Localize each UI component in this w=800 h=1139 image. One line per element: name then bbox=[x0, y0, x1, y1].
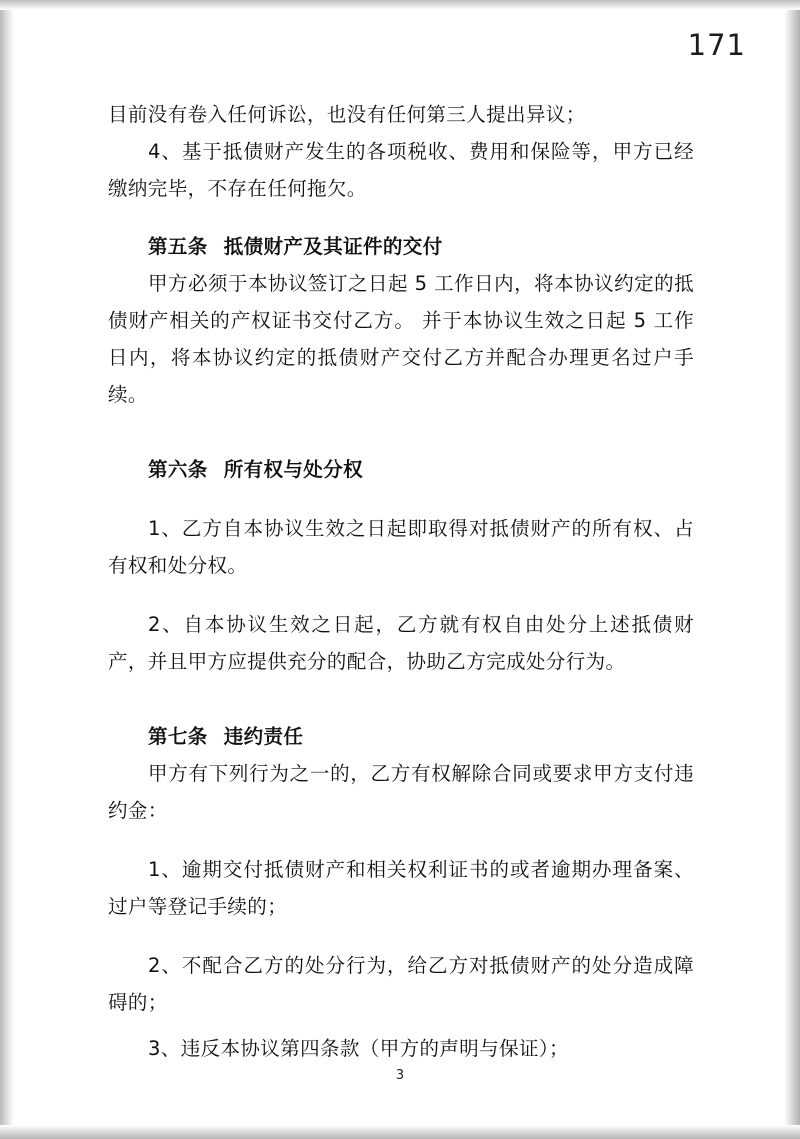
paragraph-ownership-clause-2: 2、自本协议生效之日起，乙方就有权自由处分上述抵债财产，并且甲方应提供充分的配合，协助乙方完成处分行为。 bbox=[108, 613, 694, 673]
heading-article-five-title: 抵债财产及其证件的交付 bbox=[223, 235, 443, 258]
page-number-header: 171 bbox=[687, 28, 746, 62]
document-body bbox=[108, 96, 694, 1067]
heading-article-five bbox=[108, 228, 694, 265]
spacer bbox=[108, 680, 694, 706]
spacer bbox=[108, 413, 694, 439]
spacer bbox=[108, 584, 694, 606]
paragraph-delivery-terms: 甲方必须于本协议签订之日起 5 工作日内，将本协议约定的抵债财产相关的产权证书交付乙方。 并于本协议生效之日起 5 工作日内，将本协议约定的抵债财产交付乙方并配合办理更名过户手续。 bbox=[108, 272, 694, 406]
heading-article-five-number: 第五条 bbox=[148, 235, 208, 258]
heading-article-seven-title: 违约责任 bbox=[223, 725, 304, 748]
spacer bbox=[108, 207, 694, 216]
heading-article-seven bbox=[108, 718, 694, 755]
spacer bbox=[108, 1021, 694, 1030]
paragraph-breach-item-2: 2、不配合乙方的处分行为，给乙方对抵债财产的处分造成障碍的； bbox=[108, 954, 694, 1014]
heading-article-six-title: 所有权与处分权 bbox=[223, 458, 364, 481]
spacer bbox=[108, 488, 694, 510]
spacer bbox=[108, 829, 694, 851]
paragraph-tax-clause: 4、基于抵债财产发生的各项税收、费用和保险等，甲方已经缴纳完毕，不存在任何拖欠。 bbox=[108, 140, 694, 200]
heading-article-six bbox=[108, 451, 694, 488]
spacer bbox=[108, 925, 694, 947]
heading-article-six-number: 第六条 bbox=[148, 458, 208, 481]
paragraph-breach-intro: 甲方有下列行为之一的，乙方有权解除合同或要求甲方支付违约金： bbox=[108, 762, 694, 822]
paragraph-litigation-statement: 目前没有卷入任何诉讼，也没有任何第三人提出异议； bbox=[108, 103, 586, 126]
heading-article-seven-number: 第七条 bbox=[148, 725, 208, 748]
paragraph-breach-item-3: 3、违反本协议第四条款（甲方的声明与保证）； bbox=[148, 1037, 569, 1060]
footer-page-number: 3 bbox=[395, 1068, 405, 1083]
paragraph-ownership-clause-1: 1、乙方自本协议生效之日起即取得对抵债财产的所有权、占有权和处分权。 bbox=[108, 517, 694, 577]
paragraph-breach-item-1: 1、逾期交付抵债财产和相关权利证书的或者逾期办理备案、过户等登记手续的； bbox=[108, 858, 694, 918]
